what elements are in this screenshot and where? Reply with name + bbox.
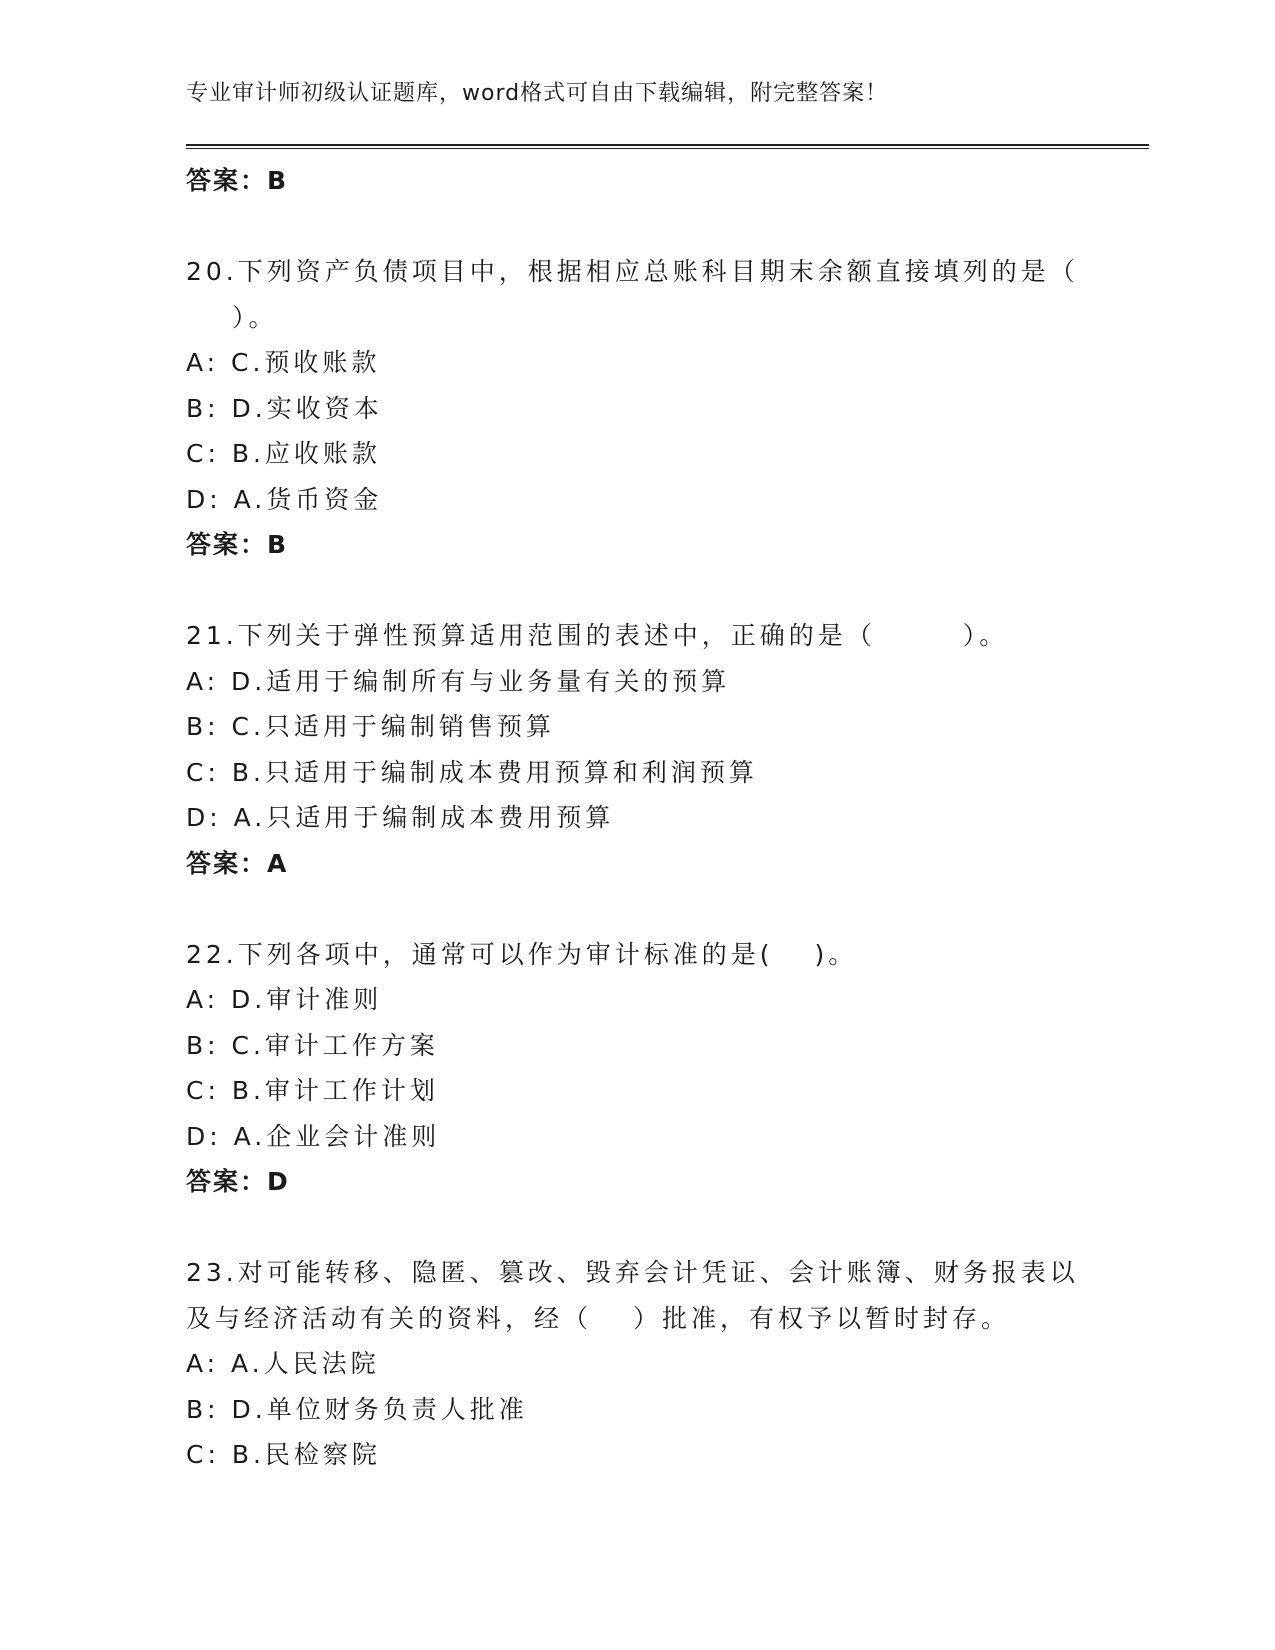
question-20 xyxy=(186,249,1086,568)
header-divider xyxy=(186,144,1149,149)
option-c: C: B.应收账款 xyxy=(186,439,381,468)
option-c: C: B.民检察院 xyxy=(186,1440,381,1469)
answer: 答案：B xyxy=(186,530,289,559)
question-stem: 22.下列各项中，通常可以作为审计标准的是( )。 xyxy=(186,939,858,969)
option-a: A: D.审计准则 xyxy=(186,985,383,1014)
document-body xyxy=(186,158,1086,1478)
option-a: A: A.人民法院 xyxy=(186,1349,380,1378)
option-a: A: D.适用于编制所有与业务量有关的预算 xyxy=(186,666,731,696)
option-d: D: A.企业会计准则 xyxy=(186,1121,441,1151)
option-c: C: B.只适用于编制成本费用预算和利润预算 xyxy=(186,757,758,787)
question-21 xyxy=(186,613,1086,886)
question-stem: 23.对可能转移、隐匿、篡改、毁弃会计凭证、会计账簿、财务报表以 xyxy=(186,1258,1079,1287)
option-a: A: C.预收账款 xyxy=(186,348,381,377)
option-b: B: C.审计工作方案 xyxy=(186,1030,439,1060)
question-stem-continued: 及与经济活动有关的资料，经（ ）批准，有权予以暂时封存。 xyxy=(186,1303,1010,1333)
question-stem-continued: ）。 xyxy=(232,302,278,332)
option-c: C: B.审计工作计划 xyxy=(186,1076,439,1105)
page-header: 专业审计师初级认证题库，word格式可自由下载编辑，附完整答案！ xyxy=(186,81,889,106)
answer: 答案：A xyxy=(186,848,289,878)
option-d: D: A.货币资金 xyxy=(186,484,383,514)
question-stem: 20.下列资产负债项目中，根据相应总账科目期末余额直接填列的是（ xyxy=(186,257,1079,286)
answer: 答案：D xyxy=(186,1167,290,1196)
option-b: B: D.单位财务负责人批准 xyxy=(186,1394,528,1424)
question-stem: 21.下列关于弹性预算适用范围的表述中，正确的是（ ）。 xyxy=(186,621,1009,650)
option-b: B: C.只适用于编制销售预算 xyxy=(186,712,555,741)
question-22 xyxy=(186,932,1086,1205)
option-d: D: A.只适用于编制成本费用预算 xyxy=(186,803,615,832)
answer-19: 答案：B xyxy=(186,166,289,195)
question-23 xyxy=(186,1250,1086,1478)
option-b: B: D.实收资本 xyxy=(186,393,383,423)
